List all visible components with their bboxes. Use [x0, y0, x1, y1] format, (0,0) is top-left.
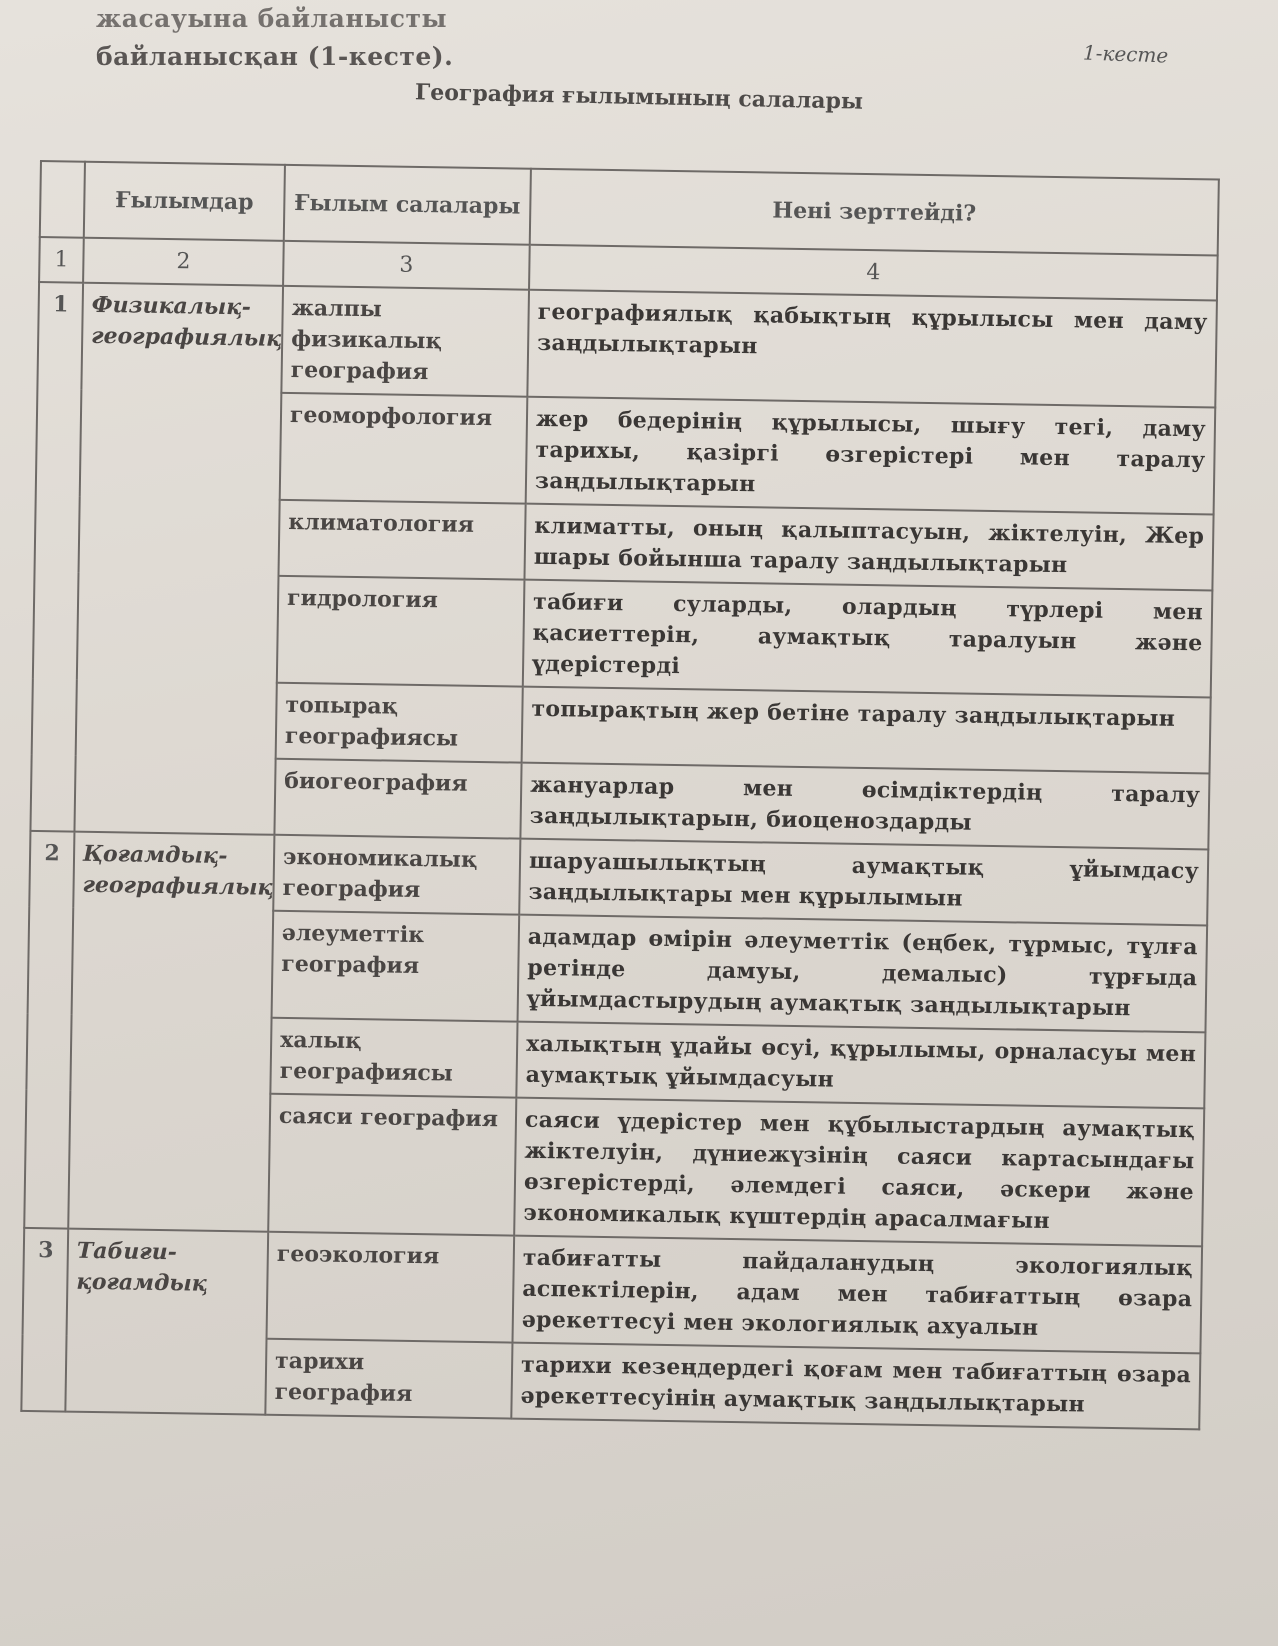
branch-description: жер бедерінің құрылысы, шығу тегі, даму тарихы, қазіргі өзгерістері мен таралу заңдылықтарын: [526, 397, 1216, 515]
table-reference: 1-кесте: [1082, 40, 1169, 68]
header-sciences: Ғылымдар: [84, 162, 285, 241]
branch-description: топырақтың жер бетіне таралу заңдылықтарын: [522, 687, 1211, 774]
branch-name: жалпы физикалық география: [281, 286, 529, 397]
table-row: [23, 1228, 1203, 1353]
table-wrapper: [20, 160, 1220, 1430]
branch-description: халықтың ұдайы өсуі, құрылымы, орналасуы мен аумақтық ұйымдасуын: [516, 1022, 1205, 1109]
column-number: 4: [529, 245, 1218, 301]
science-name: Табиғи-қоғамдық: [65, 1229, 268, 1415]
branch-description: табиғатты пайдаланудың экологиялық аспектілерін, адам мен табиғаттың өзара әрекеттесуі мен экологиялық ахуалын: [512, 1236, 1202, 1354]
header-branches: Ғылым салалары: [284, 165, 531, 245]
science-name: Физикалық-географиялық: [74, 283, 283, 835]
branch-name: саяси география: [268, 1094, 516, 1236]
intro-line-1: жасауына байланысты: [96, 4, 448, 33]
header-subject: Нені зерттейді?: [530, 169, 1219, 256]
intro-line-2: байланысқан (1-кесте).: [96, 42, 454, 71]
branch-name: тарихи география: [265, 1339, 512, 1419]
branch-name: гидрология: [277, 576, 525, 687]
table-row: [37, 282, 1217, 407]
geography-branches-table: [20, 160, 1220, 1430]
branch-description: шаруашылықтың аумақтық ұйымдасу заңдылықтары мен құрылымын: [519, 839, 1208, 926]
branch-description: климатты, оның қалыптасуын, жіктелуін, Жер шары бойынша таралу заңдылықтарын: [524, 504, 1213, 591]
header-index: [40, 161, 85, 238]
group-index: 3: [21, 1228, 68, 1412]
group-index: 1: [30, 282, 83, 832]
intro-text: [96, 0, 453, 76]
column-number: 3: [283, 241, 530, 290]
branch-description: жануарлар мен өсімдіктердің таралу заңдылықтарын, биоценоздарды: [520, 763, 1209, 850]
branch-description: тарихи кезеңдердегі қоғам мен табиғаттың өзара әрекеттесуінің аумақтық заңдылықтарын: [511, 1343, 1200, 1430]
branch-description: саяси үдерістер мен құбылыстардың аумақтық жіктелуін, дүниежүзінің саяси картасындағы өзгерістерді, әлемдегі саяси, әскери және экономикалық күштердің арасалмағын: [514, 1098, 1204, 1247]
branch-name: топырақ географиясы: [276, 683, 523, 763]
branch-description: географиялық қабықтың құрылысы мен даму заңдылықтарын: [527, 290, 1217, 408]
group-index: 2: [24, 831, 74, 1229]
branch-name: әлеуметтік география: [272, 911, 520, 1022]
branch-description: табиғи суларды, олардың түрлері мен қасиеттерін, аумақтық таралуын және үдерістерді: [523, 580, 1213, 698]
branch-description: адамдар өмірін әлеуметтік (еңбек, тұрмыс, тұлға ретінде дамуы, демалыс) тұрғыда ұйымдастырудың аумақтық заңдылықтарын: [518, 915, 1208, 1033]
column-number: 1: [39, 237, 84, 283]
branch-name: биогеография: [274, 759, 521, 839]
branch-name: геоморфология: [280, 393, 528, 504]
table-caption: География ғылымының салалары: [414, 79, 864, 115]
branch-name: экономикалық география: [273, 835, 520, 915]
branch-name: халық географиясы: [270, 1018, 517, 1098]
science-name: Қоғамдық-географиялық: [68, 832, 274, 1232]
branch-name: климатология: [278, 500, 525, 580]
branch-name: геоэкология: [267, 1232, 515, 1343]
column-number: 2: [83, 238, 284, 286]
